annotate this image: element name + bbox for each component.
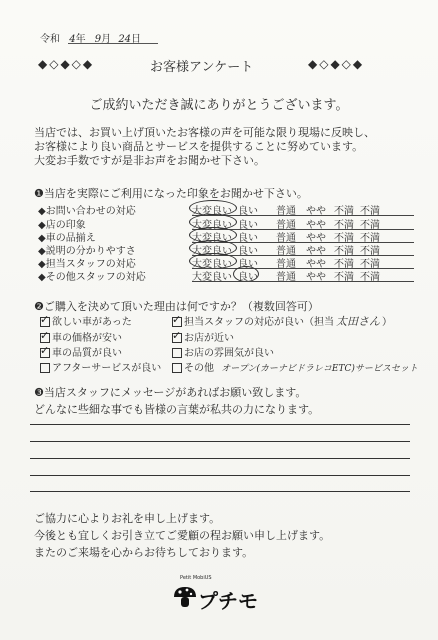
closing-text — [34, 510, 330, 561]
checkbox-mark[interactable] — [40, 363, 50, 373]
rating-option[interactable]: やや — [306, 259, 326, 270]
rating-option[interactable]: 良い — [238, 233, 258, 244]
rating-option[interactable]: 大変良い — [192, 246, 232, 257]
question-1-title: ❶当店を実際にご利用になった印象をお聞かせ下さい。 — [34, 187, 308, 200]
closing-line: 今後とも宜しくお引き立てご愛顧の程お願い申し上げます。 — [34, 529, 331, 542]
rating-options — [192, 268, 414, 281]
rating-option[interactable]: 不満 — [334, 233, 354, 244]
rating-option[interactable]: 良い — [238, 259, 258, 270]
logo-subtext: Petit MobiUS — [180, 575, 212, 581]
checkbox-mark[interactable] — [172, 317, 182, 327]
rating-option[interactable]: 大変良い — [192, 206, 232, 217]
rating-option[interactable]: 良い — [238, 272, 258, 283]
checkbox-label: アフターサービスが良い — [52, 363, 162, 374]
rating-option[interactable]: 普通 — [276, 272, 296, 283]
mushroom-logo-icon — [172, 585, 198, 609]
rating-option[interactable]: やや — [306, 246, 326, 257]
rating-option[interactable]: 普通 — [276, 259, 296, 270]
checkbox-mark[interactable] — [172, 348, 182, 358]
rating-option[interactable]: 良い — [238, 246, 258, 257]
intro-line: 大変お手数ですが是非お声をお聞かせ下さい。 — [34, 154, 265, 167]
question-2-title: ❷ご購入を決めて頂いた理由は何ですか？（複数回答可） — [34, 300, 319, 313]
checkbox-reason-price[interactable] — [40, 329, 122, 344]
checkbox-label: その他 — [184, 363, 214, 374]
closing-line: またのご来場を心からお待ちしております。 — [34, 546, 254, 559]
rating-option[interactable]: 不満 — [360, 259, 380, 270]
rating-option[interactable]: やや — [306, 206, 326, 217]
rating-option[interactable]: 不満 — [334, 246, 354, 257]
month-unit: 月 — [101, 34, 112, 45]
rating-options — [192, 242, 414, 255]
rating-row — [38, 202, 398, 215]
thanks-message: ご成約いただき誠にありがとうございます。 — [89, 98, 349, 113]
message-line[interactable] — [30, 458, 410, 459]
era-label: 令和 — [40, 34, 60, 45]
rating-options — [192, 216, 414, 229]
checkbox-reason-wanted-car[interactable] — [40, 313, 132, 328]
rating-option[interactable]: 不満 — [360, 206, 380, 217]
rating-option[interactable]: 普通 — [276, 233, 296, 244]
checkbox-label-suffix: ） — [382, 317, 392, 328]
checkbox-label: 担当スタッフの対応が良い（担当 — [184, 317, 334, 328]
rating-option[interactable]: 普通 — [276, 206, 296, 217]
rating-option[interactable]: 不満 — [334, 206, 354, 217]
rating-options — [192, 202, 414, 215]
rating-option[interactable]: 普通 — [276, 220, 296, 231]
selected-rating-circle — [233, 266, 259, 282]
checkbox-label: お店が近い — [184, 333, 234, 344]
year-value: 4 — [69, 34, 76, 45]
rating-option[interactable]: 良い — [238, 206, 258, 217]
title-diamonds-left: ◆◇◆◇◆ — [38, 57, 95, 71]
year-unit: 年 — [75, 34, 86, 45]
rating-option[interactable]: 不満 — [334, 272, 354, 283]
checkbox-mark[interactable] — [172, 333, 182, 343]
rating-option[interactable]: 大変良い — [192, 220, 232, 231]
checkbox-label: 車の品質が良い — [52, 348, 122, 359]
checkbox-reason-near[interactable] — [172, 329, 234, 344]
closing-line: ご協力に心よりお礼を申し上げます。 — [34, 512, 221, 525]
rating-option[interactable]: 普通 — [276, 246, 296, 257]
rating-option[interactable]: やや — [306, 233, 326, 244]
rating-option[interactable]: 大変良い — [192, 259, 232, 270]
date-underline — [68, 43, 158, 44]
rating-option[interactable]: 不満 — [334, 220, 354, 231]
intro-text — [34, 126, 375, 168]
question-3-title — [34, 384, 319, 418]
rating-option[interactable]: 不満 — [360, 233, 380, 244]
q3-line: どんなに些細な事でも皆様の言葉が私共の力になります。 — [34, 403, 320, 416]
rating-option[interactable]: やや — [306, 220, 326, 231]
rating-row-label: ◆お問い合わせの対応 — [38, 206, 136, 217]
rating-option[interactable]: やや — [306, 272, 326, 283]
staff-name-handwritten: 太田さん — [336, 315, 380, 328]
rating-underline — [192, 281, 414, 282]
logo — [168, 575, 278, 615]
message-line[interactable] — [30, 424, 410, 425]
title-diamonds-right: ◆◇◆◇◆ — [308, 57, 365, 71]
q3-line: ❸当店スタッフにメッセージがあればお願い致します。 — [34, 386, 307, 399]
message-line[interactable] — [30, 491, 410, 492]
page-title: お客様アンケート — [150, 60, 254, 75]
day-unit: 日 — [131, 34, 142, 45]
rating-option[interactable]: 大変良い — [192, 233, 232, 244]
rating-options — [192, 229, 414, 242]
intro-line: 当店では、お買い上げ頂いたお客様の声を可能な限り現場に反映し、 — [34, 126, 375, 139]
rating-option[interactable]: 大変良い — [192, 272, 232, 283]
checkbox-mark[interactable] — [40, 317, 50, 327]
message-line[interactable] — [30, 475, 410, 476]
rating-options — [192, 255, 414, 268]
day-value: 24 — [118, 34, 132, 45]
rating-option[interactable]: 不満 — [334, 259, 354, 270]
checkbox-reason-after-service[interactable] — [40, 359, 161, 374]
rating-row-label: ◆車の品揃え — [38, 233, 96, 244]
checkbox-reason-atmosphere[interactable] — [172, 344, 274, 359]
rating-row — [38, 255, 398, 268]
checkbox-reason-staff[interactable] — [172, 313, 392, 329]
rating-row-label: ◆説明の分かりやすさ — [38, 246, 136, 257]
rating-option[interactable]: 良い — [238, 220, 258, 231]
checkbox-reason-quality[interactable] — [40, 344, 122, 359]
checkbox-label: お店の雰囲気が良い — [184, 348, 274, 359]
checkbox-mark[interactable] — [40, 333, 50, 343]
checkbox-label: 欲しい車があった — [52, 317, 132, 328]
rating-option[interactable]: 不満 — [360, 246, 380, 257]
month-value: 9 — [94, 34, 102, 45]
rating-row-label: ◆担当スタッフの対応 — [38, 259, 136, 270]
message-line[interactable] — [30, 441, 410, 442]
rating-row — [38, 268, 398, 281]
rating-option[interactable]: 不満 — [360, 272, 380, 283]
rating-row-label: ◆その他スタッフの対応 — [38, 272, 146, 283]
checkbox-label: 車の価格が安い — [52, 333, 122, 344]
checkbox-reason-other[interactable] — [172, 359, 418, 374]
checkbox-mark[interactable] — [172, 363, 182, 373]
checkbox-mark[interactable] — [40, 348, 50, 358]
intro-line: お客様により良い商品とサービスを提供することに努めています。 — [34, 140, 364, 153]
logo-text: プチモ — [198, 589, 258, 613]
selected-rating-circle — [189, 253, 237, 269]
rating-option[interactable]: 不満 — [360, 220, 380, 231]
other-reason-handwritten: オープン(カーナビドラレコETC)サービスセット — [221, 364, 418, 374]
rating-row-label: ◆店の印象 — [38, 220, 86, 231]
